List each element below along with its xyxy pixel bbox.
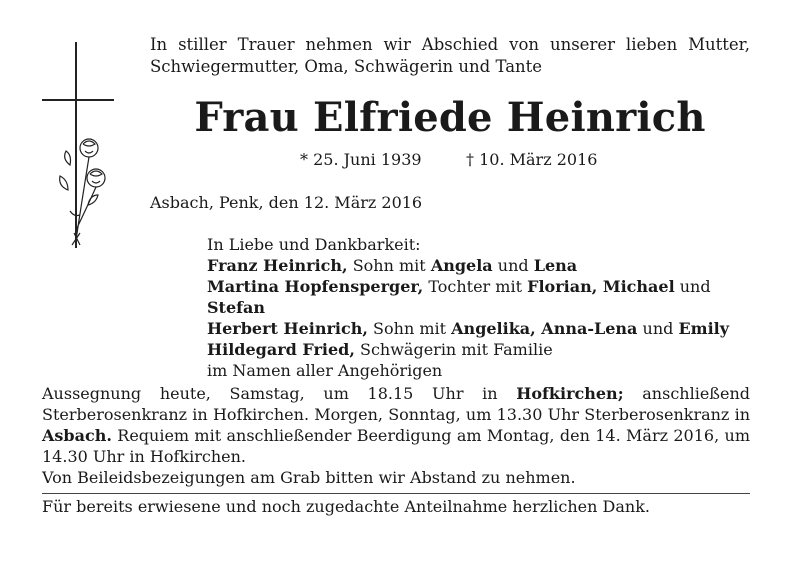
service-details <box>42 383 750 488</box>
mourners-block <box>207 234 752 381</box>
death-date: † 10. März 2016 <box>466 150 598 169</box>
mourner-line: Hildegard Fried, Schwägerin mit Familie <box>207 340 553 359</box>
deceased-name: Frau Elfriede Heinrich <box>194 94 706 141</box>
condolence-note: Von Beileidsbezeigungen am Grab bitten wir Abstand zu nehmen. <box>42 468 576 487</box>
service-paragraph: Aussegnung heute, Samstag, um 18.15 Uhr in Hofkirchen; anschließend Sterberosenkranz in Hofkirchen. Morgen, Sonntag, um 13.30 Uhr Sterberosenkranz in Asbach. Requiem mit anschließender Beerdigung am Montag, den 14. März 2016, um 14.30 Uhr in Hofkirchen. <box>42 384 750 466</box>
place-and-date: Asbach, Penk, den 12. März 2016 <box>150 193 423 212</box>
mourner-line: im Namen aller Angehörigen <box>207 361 443 380</box>
divider <box>42 493 750 494</box>
closing-thanks: Für bereits erwiesene und noch zugedachte Anteilnahme herzlichen Dank. <box>42 497 650 516</box>
intro-line: In stiller Trauer nehmen wir Abschied von unserer lieben Mutter, <box>150 35 750 54</box>
intro-line: Schwiegermutter, Oma, Schwägerin und Tante <box>150 57 543 76</box>
cross-with-roses-icon <box>40 40 120 250</box>
intro-text <box>150 34 750 78</box>
mourner-line: Martina Hopfensperger, Tochter mit Florian, Michael und Stefan <box>207 277 711 317</box>
mourner-line: Herbert Heinrich, Sohn mit Angelika, Anna-Lena und Emily <box>207 319 730 338</box>
mourner-line: Franz Heinrich, Sohn mit Angela und Lena <box>207 256 578 275</box>
thanks-heading: In Liebe und Dankbarkeit: <box>207 235 421 254</box>
birth-date: * 25. Juni 1939 <box>300 150 422 169</box>
